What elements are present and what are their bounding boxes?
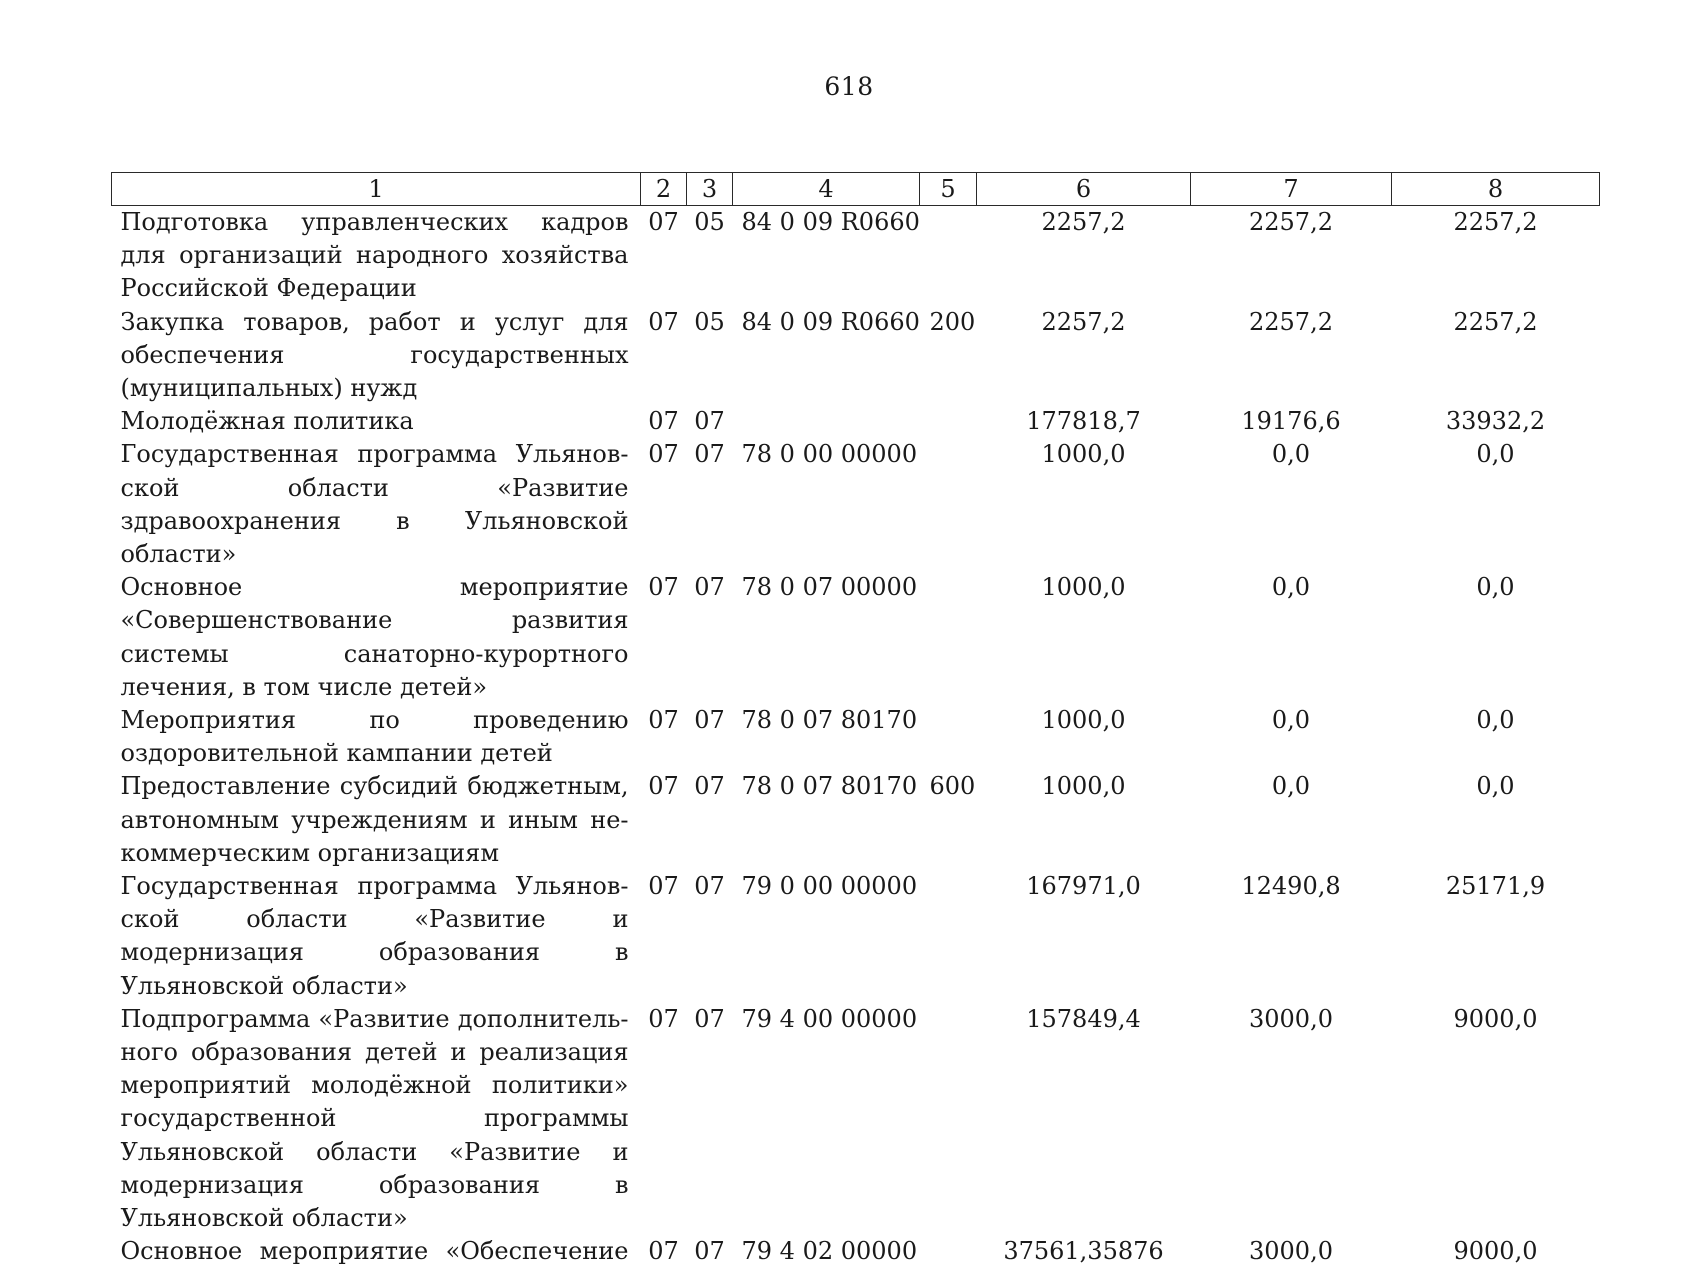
row-value-col6: 1000,0 [1041, 440, 1126, 469]
header-col-2: 2 [641, 173, 687, 206]
row-expense-type [920, 1235, 977, 1268]
row-value-col8: 33932,2 [1445, 407, 1546, 436]
row-section: 07 [648, 407, 679, 436]
row-subsection: 07 [694, 1237, 725, 1266]
row-subsection: 07 [694, 407, 725, 436]
row-value-col6: 157849,4 [1026, 1004, 1141, 1033]
row-value-col6: 2257,2 [1041, 307, 1126, 336]
row-name: Мероприятия по проведению оздоровительной кампании детей [120, 706, 629, 768]
header-col-3: 3 [687, 173, 733, 206]
row-target-article [733, 405, 920, 438]
table-row [112, 704, 1600, 770]
row-section: 07 [648, 573, 679, 602]
row-name: Государственная программа Ульяновской области «Развитие и модернизация образования в Ульяновской области» [120, 872, 629, 1000]
row-expense-type [920, 704, 977, 770]
row-value-col6: 2257,2 [1041, 208, 1126, 236]
row-section: 07 [648, 307, 679, 336]
row-value-col8: 0,0 [1476, 706, 1515, 735]
row-name: Подготовка управленческих кадров для организаций народного хозяйства Российской Федерации [120, 208, 629, 303]
row-value-col7: 3000,0 [1249, 1237, 1333, 1266]
header-col-7: 7 [1191, 173, 1392, 206]
row-value-col6: 177818,7 [1026, 407, 1141, 436]
row-value-col7: 0,0 [1271, 440, 1311, 469]
row-expense-type [920, 571, 977, 704]
row-section: 07 [648, 440, 679, 469]
row-target-article: 78 0 07 80170 [741, 772, 918, 801]
row-value-col6: 1000,0 [1041, 706, 1126, 735]
row-value-col8: 9000,0 [1453, 1004, 1538, 1033]
row-value-col7: 19176,6 [1241, 407, 1341, 436]
row-name: Предоставление субсидий бюджетным, автономным учреждениям и иным некоммерческим организациям [120, 772, 629, 867]
row-section: 07 [648, 208, 679, 236]
row-name: Подпрограмма «Развитие дополнительного образования детей и реализация мероприятий молодёжной политики» государственной программы Ульяновской области «Развитие и модернизация образования в Ульяновской области» [120, 1004, 629, 1233]
row-section: 07 [648, 872, 679, 901]
row-target-article: 84 0 09 R0660 [741, 208, 920, 236]
row-value-col8: 0,0 [1476, 573, 1515, 602]
row-target-article: 79 4 00 00000 [741, 1004, 918, 1033]
row-target-article: 78 0 07 00000 [741, 573, 918, 602]
row-value-col8: 2257,2 [1453, 307, 1538, 336]
row-section: 07 [648, 772, 679, 801]
header-col-5: 5 [920, 173, 977, 206]
row-subsection: 07 [694, 1004, 725, 1033]
row-expense-type [920, 206, 977, 306]
row-value-col6: 1000,0 [1041, 573, 1126, 602]
table-row [112, 571, 1600, 704]
row-expense-type [920, 1003, 977, 1235]
row-expense-type: 200 [929, 307, 976, 336]
row-name: Закупка товаров, работ и услуг для обеспечения государственных (муниципальных) нужд [120, 307, 629, 403]
table-row [112, 770, 1600, 870]
row-value-col8: 0,0 [1476, 772, 1515, 801]
budget-table [111, 172, 1600, 1269]
row-name: Молодёжная политика [120, 407, 414, 436]
row-subsection: 05 [694, 307, 725, 336]
row-name: Государственная программа Ульяновской области «Развитие здравоохранения в Ульяновской области» [120, 440, 629, 569]
row-subsection: 07 [694, 573, 725, 602]
row-name: Основное мероприятие «Обеспечение [120, 1237, 629, 1266]
row-subsection: 07 [694, 706, 725, 735]
row-subsection: 05 [694, 208, 725, 236]
row-value-col8: 25171,9 [1445, 872, 1546, 901]
row-expense-type [920, 405, 977, 438]
row-value-col8: 9000,0 [1453, 1237, 1538, 1266]
row-section: 07 [648, 1237, 679, 1266]
table-row [112, 870, 1600, 1003]
table-header [112, 173, 1600, 206]
row-value-col6: 167971,0 [1026, 872, 1141, 901]
row-value-col7: 2257,2 [1249, 307, 1333, 336]
table-row [112, 438, 1600, 571]
row-expense-type [920, 870, 977, 1003]
row-subsection: 07 [694, 872, 725, 901]
row-value-col7: 2257,2 [1249, 208, 1333, 236]
table-row [112, 405, 1600, 438]
table-row [112, 1003, 1600, 1235]
row-target-article: 79 0 00 00000 [741, 872, 918, 901]
header-col-4: 4 [733, 173, 920, 206]
row-target-article: 79 4 02 00000 [741, 1237, 918, 1266]
table-row [112, 206, 1600, 306]
row-subsection: 07 [694, 440, 725, 469]
row-subsection: 07 [694, 772, 725, 801]
table-body [112, 206, 1600, 1269]
row-value-col8: 0,0 [1476, 440, 1515, 469]
table-row [112, 1235, 1600, 1268]
header-col-1: 1 [112, 173, 641, 206]
row-value-col7: 0,0 [1271, 573, 1311, 602]
header-col-6: 6 [977, 173, 1191, 206]
row-value-col7: 3000,0 [1249, 1004, 1333, 1033]
row-section: 07 [648, 1004, 679, 1033]
row-target-article: 78 0 00 00000 [741, 440, 918, 469]
row-target-article: 78 0 07 80170 [741, 706, 918, 735]
row-value-col7: 0,0 [1271, 772, 1311, 801]
row-expense-type: 600 [929, 772, 976, 801]
row-value-col8: 2257,2 [1453, 208, 1538, 236]
row-value-col6: 37561,35876 [1003, 1237, 1164, 1266]
row-section: 07 [648, 706, 679, 735]
header-row [112, 173, 1600, 206]
row-value-col7: 12490,8 [1241, 872, 1341, 901]
row-target-article: 84 0 09 R0660 [741, 307, 920, 336]
row-value-col7: 0,0 [1271, 706, 1311, 735]
row-value-col6: 1000,0 [1041, 772, 1126, 801]
page-number: 618 [824, 72, 874, 101]
row-name: Основное мероприятие «Совершенствование развития системы санаторно-курортного лечения, в том числе детей» [120, 573, 629, 701]
row-expense-type [920, 438, 977, 571]
header-col-8: 8 [1392, 173, 1600, 206]
table-row [112, 306, 1600, 406]
